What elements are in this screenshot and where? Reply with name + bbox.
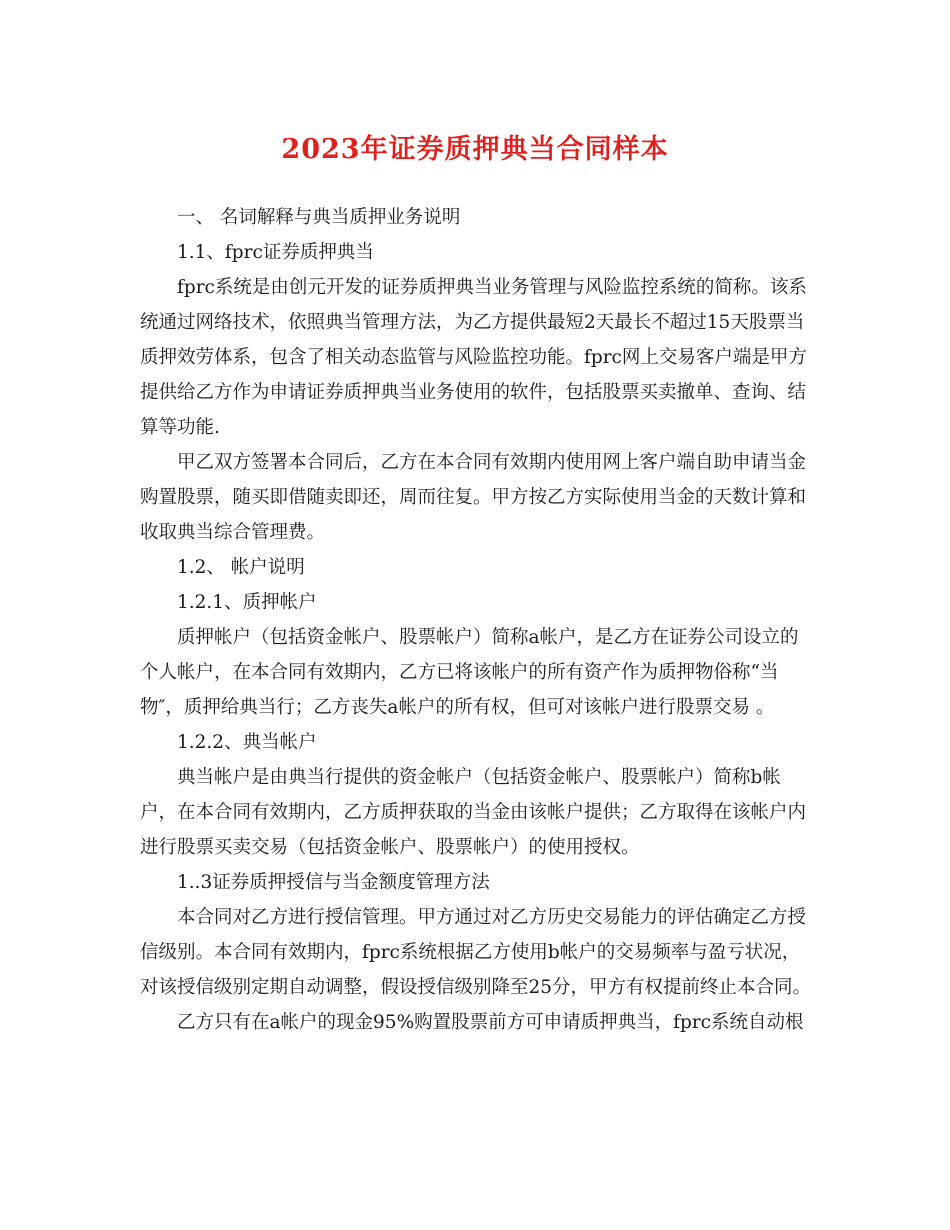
paragraph: fprc系统是由创元开发的证券质押典当业务管理与风险监控系统的简称。该系统通过网络技术，依照典当管理方法，为乙方提供最短2天最长不超过15天股票当质押效劳体系，包含了相关动态监管与风险监控功能。fprc网上交易客户端是甲方提供给乙方作为申请证券质押典当业务使用的软件，包括股票买卖撤单、查询、结算等功能. (140, 277, 807, 438)
paragraph: 典当帐户是由典当行提供的资金帐户（包括资金帐户、股票帐户）简称b帐户，在本合同有效期内，乙方质押获取的当金由该帐户提供；乙方取得在该帐户内进行股票买卖交易（包括资金帐户、股票帐户）的使用授权。 (140, 767, 807, 858)
section-heading: 1.1、fprc证券质押典当 (177, 242, 374, 263)
paragraph: 质押帐户（包括资金帐户、股票帐户）简称a帐户，是乙方在证券公司设立的个人帐户，在本合同有效期内，乙方已将该帐户的所有资产作为质押物俗称“当物″，质押给典当行；乙方丧失a帐户的所有权，但可对该帐户进行股票交易 。 (140, 627, 799, 718)
paragraph: 甲乙双方签署本合同后，乙方在本合同有效期内使用网上客户端自助申请当金购置股票，随买即借随卖即还，周而往复。甲方按乙方实际使用当金的天数计算和收取典当综合管理费。 (140, 452, 807, 543)
section-heading: 1.2.1、质押帐户 (177, 592, 317, 613)
paragraph: 本合同对乙方进行授信管理。甲方通过对乙方历史交易能力的评估确定乙方授信级别。本合同有效期内，fprc系统根据乙方使用b帐户的交易频率与盈亏状况，对该授信级别定期自动调整，假设授信级别降至25分，甲方有权提前终止本合同。 (140, 907, 812, 998)
document-title: 2023年证券质押典当合同样本 (281, 134, 669, 165)
section-heading: 一、 名词解释与典当质押业务说明 (177, 207, 461, 228)
section-heading: 1.2.2、典当帐户 (177, 732, 317, 753)
section-heading: 1..3证券质押授信与当金额度管理方法 (177, 872, 490, 893)
section-heading: 1.2、 帐户说明 (177, 557, 305, 578)
document-body (140, 200, 816, 1040)
paragraph: 乙方只有在a帐户的现金95%购置股票前方可申请质押典当，fprc系统自动根 (177, 1012, 804, 1033)
